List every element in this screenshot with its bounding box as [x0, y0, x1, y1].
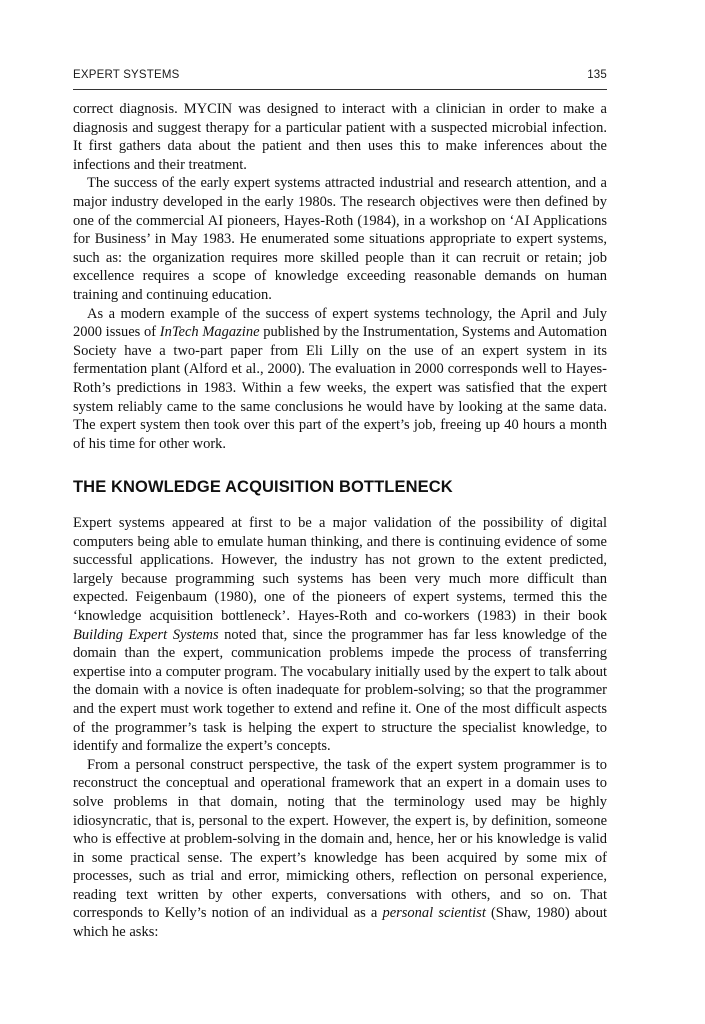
text-run: (Shaw, 1980) about which he asks: [73, 905, 607, 941]
text-run: From a personal construct perspective, the task of the expert system programmer is to reconstruct the conceptual and operational framework that an expert in a domain uses to solve problems in that domain, noting that the terminology used may be highly idiosyncratic, that is, personal to the expert. However, the expert is, by definition, someone who is effective at problem-solving in the domain and, hence, her or his knowledge is valid in some practical sense. The expert’s knowledge has been acquired by some mix of processes, such as trial and error, mimicking others, reflection on personal experience, reading text written by other experts, conversations with others, and so on. That corresponds to Kelly’s notion of an individual as a [73, 756, 607, 922]
paragraph-industry: The success of the early expert systems attracted industrial and research attention, and a major industry developed in the early 1980s. The research objectives were then defined by one of the commercial AI pioneers, Hayes-Roth (1984), in a workshop on ‘AI Applications for Business’ in May 1983. He enumerated some situations appropriate to expert systems, such as: the organization requires more skilled people than it can recruit or retain; job excellence requires a scope of knowledge exceeding reasonable demands on human training and continuing education. [73, 175, 607, 303]
magazine-title: InTech Magazine [159, 324, 260, 341]
text-run: published by the Instrumentation, Systems and Automation Society have a two-part paper from Eli Lilly on the use of an expert system in its fermentation plant (Alford et al., 2000). The evaluation in 2000 corresponds well to Hayes-Roth’s predictions in 1983. Within a few weeks, the expert was satisfied that the expert system reliably came to the same conclusions he would have by looking at the same data. The expert system then took over this part of the expert’s job, freeing up 40 hours a month of his time for other work. [73, 324, 607, 452]
section-heading: THE KNOWLEDGE ACQUISITION BOTTLENECK [73, 478, 453, 496]
header-rule [73, 89, 607, 90]
text-run: Expert systems appeared at first to be a major validation of the possibility of digital computers being able to emulate human thinking, and there is continuing evidence of some successful applications. However, the industry has not grown to the extent predicted, largely because programming such systems has been very much more difficult than expected. Feigenbaum (1980), one of the pioneers of expert systems, termed this the ‘knowledge acquisition bottleneck’. Hayes-Roth and co-workers (1983) in their book [73, 515, 607, 624]
paragraph-mycin: correct diagnosis. MYCIN was designed to interact with a clinician in order to make a diagnosis and suggest therapy for a particular patient with a suspected microbial infection. It first gathers data about the patient and then uses this to make inferences about the infections and their treatment. [73, 101, 607, 173]
paragraph-bottleneck [73, 514, 607, 756]
term-personal-scientist: personal scientist [382, 905, 486, 922]
paragraph-modern-example [73, 305, 607, 454]
text-run: As a modern example of the success of expert systems technology, the April and July 2000 issues of [73, 305, 607, 341]
text-block-bottom [73, 514, 607, 942]
text-run: noted that, since the programmer has far less knowledge of the domain than the expert, communication problems impede the process of transferring expertise into a computer program. The vocabulary initially used by the expert to talk about the domain with a novice is often inadequate for problem-solving; so that the programmer and the expert must work together to extend and refine it. One of the most difficult aspects of the programmer’s task is helping the expert to structure the specialist knowledge, to identify and formalize the expert’s concepts. [73, 626, 607, 755]
running-title: EXPERT SYSTEMS [73, 69, 180, 81]
book-title: Building Expert Systems [73, 626, 219, 643]
running-header [73, 69, 607, 85]
page-number: 135 [587, 69, 607, 81]
text-block-top [73, 100, 607, 453]
paragraph-personal-construct [73, 756, 607, 942]
